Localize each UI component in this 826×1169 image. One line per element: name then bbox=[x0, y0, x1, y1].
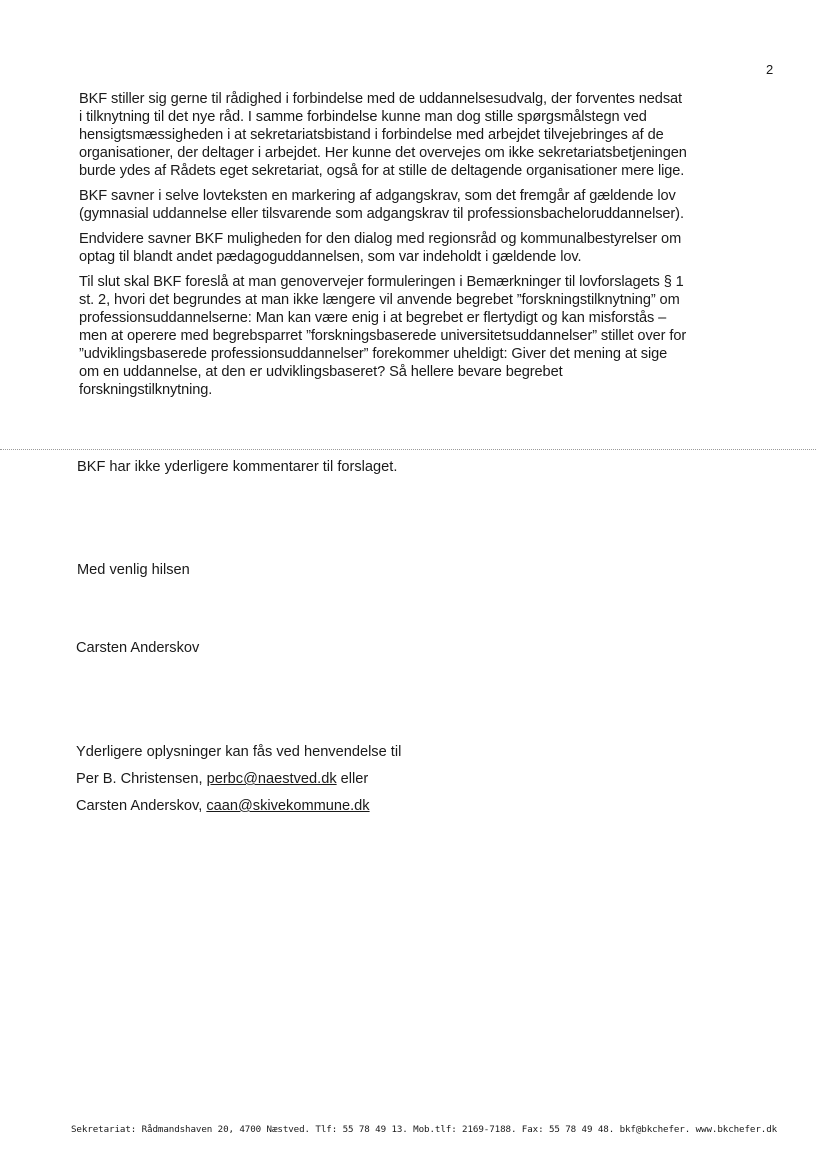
page-divider bbox=[0, 449, 816, 450]
email-link-caan[interactable]: caan@skivekommune.dk bbox=[206, 798, 370, 814]
contact-line-2 bbox=[76, 797, 401, 824]
letter-body bbox=[79, 90, 689, 406]
contact-intro: Yderligere oplysninger kan fås ved henvendelse til bbox=[76, 744, 402, 760]
contact-line-1 bbox=[76, 770, 401, 797]
paragraph-secretariat: BKF stiller sig gerne til rådighed i forbindelse med de uddannelsesudvalg, der forventes nedsat i tilknytning til det nye råd. I samme forbindelse kunne man dog stille spørgsmålstegn ved hensigtsmæssigheden i at sekretariatsbistand i forbindelse med arbejdet tilvejebringes af de organisationer, der deltager i arbejdet. Her kunne det overvejes om ikke sekretariatsbetjeningen burde ydes af Rådets eget sekretariat, også for at stille de deltagende organisationer mere lige. bbox=[79, 91, 687, 179]
signature-name: Carsten Anderskov bbox=[76, 640, 200, 656]
contact-name-2: Carsten Anderskov, bbox=[76, 798, 207, 814]
footer-address: Sekretariat: Rådmandshaven 20, 4700 Næstved. Tlf: 55 78 49 13. Mob.tlf: 2169-7188. Fax: 55 78 49 48. bkf@bkchefer. www.bkchefer.dk bbox=[71, 1124, 778, 1135]
page-number: 2 bbox=[766, 62, 774, 77]
paragraph-research-terminology: Til slut skal BKF foreslå at man genovervejer formuleringen i Bemærkninger til lovforslagets § 1 st. 2, hvori det begrundes at man ikke længere vil anvende begrebet ”forskningstilknytning” om professionsuddannelserne: Man kan være enig i at begrebet er flertydigt og kan misforstås – men at operere med begrebsparret ”forskningsbaserede universitetsuddannelser” stillet over for ”udviklingsbaserede professionsuddannelser” forekommer uheldigt: Giver det mening at sige om en uddannelse, at den er udviklingsbaseret? Så hellere bevare begrebet forskningstilknytning. bbox=[79, 274, 687, 398]
contact-block bbox=[76, 743, 401, 824]
closing-remark: BKF har ikke yderligere kommentarer til forslaget. bbox=[77, 459, 398, 475]
contact-separator: eller bbox=[336, 771, 369, 787]
greeting: Med venlig hilsen bbox=[77, 562, 190, 578]
email-link-perbc[interactable]: perbc@naestved.dk bbox=[206, 771, 337, 787]
paragraph-dialogue: Endvidere savner BKF muligheden for den dialog med regionsråd og kommunalbestyrelser om optag til blandt andet pædagoguddannelsen, som var indeholdt i gældende lov. bbox=[79, 231, 682, 265]
paragraph-admission-requirements: BKF savner i selve lovteksten en markering af adgangskrav, som det fremgår af gældende lov (gymnasial uddannelse eller tilsvarende som adgangskrav til professionsbacheloruddannelser). bbox=[79, 188, 684, 222]
contact-name-1: Per B. Christensen, bbox=[76, 771, 207, 787]
